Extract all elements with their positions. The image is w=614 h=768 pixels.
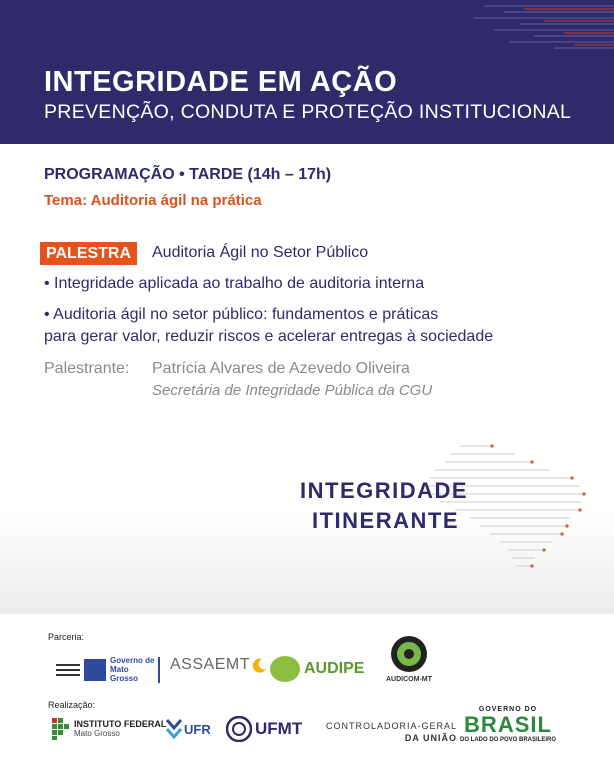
moon-icon	[252, 657, 268, 673]
ufmt-text: UFMT	[255, 719, 303, 738]
header-banner	[0, 0, 614, 144]
organizers-label: Realização:	[48, 700, 96, 710]
gov-brasil-text: BRASIL	[464, 712, 552, 737]
logo-cge-mt	[56, 656, 160, 683]
program-heading: PROGRAMAÇÃO • TARDE (14h – 17h)	[44, 166, 332, 183]
footer	[0, 614, 614, 768]
divider	[158, 657, 160, 683]
cgu-subtext: DA UNIÃO	[404, 733, 458, 743]
brand-line-1: INTEGRIDADE	[300, 478, 469, 503]
audicom-eye-icon	[389, 634, 429, 674]
audipe-text: AUDIPE	[304, 660, 365, 677]
decorative-lines	[464, 0, 614, 80]
cgu-text: CONTROLADORIA-GERAL	[326, 721, 458, 731]
gov-top-text: GOVERNO DO	[478, 706, 538, 713]
assaemt-text: ASSAEMT	[170, 656, 250, 673]
speaker-role: Secretária de Integridade Pública da CGU	[152, 382, 433, 399]
ufr-chevron-icon	[166, 718, 182, 740]
talk-title: Auditoria Ágil no Setor Público	[152, 244, 369, 261]
ifmt-text: INSTITUTO FEDERAL	[74, 719, 167, 729]
logo-ufr	[166, 718, 211, 740]
cge-icon	[56, 658, 80, 682]
logo-audicom	[386, 634, 432, 683]
ufmt-seal-icon	[226, 716, 252, 742]
program-theme: Tema: Auditoria ágil na prática	[44, 192, 262, 209]
speaker-label: Palestrante:	[44, 360, 130, 377]
partners-label: Parceria:	[48, 632, 85, 642]
bullet-continuation: para gerar valor, reduzir riscos e acelerar entregas à sociedade	[44, 328, 494, 345]
brand-line-2: ITINERANTE	[312, 508, 459, 533]
page-subtitle: PREVENÇÃO, CONDUTA E PROTEÇÃO INSTITUCIONAL	[44, 101, 572, 123]
gov-bottom-text: DO LADO DO POVO BRASILEIRO	[459, 737, 556, 743]
logo-assaemt	[170, 656, 268, 674]
audicom-text: AUDICOM-MT	[386, 676, 432, 683]
ifmt-grid-icon	[52, 718, 70, 740]
talk-badge: PALESTRA	[40, 242, 137, 265]
logo-governo-brasil	[458, 706, 558, 743]
speaker-name: Patrícia Alvares de Azevedo Oliveira	[152, 360, 410, 377]
bullet-item: • Integridade aplicada ao trabalho de auditoria interna	[44, 275, 425, 292]
logo-ifmt	[52, 718, 166, 740]
page-title: INTEGRIDADE EM AÇÃO	[44, 66, 398, 98]
logo-ufmt	[226, 716, 302, 742]
logo-audipe	[270, 656, 364, 682]
ufr-text: UFR	[184, 721, 211, 737]
mt-coat-of-arms-icon	[84, 659, 106, 681]
audipe-emblem-icon	[270, 656, 300, 682]
ifmt-subtext: Mato Grosso	[74, 729, 120, 738]
cge-text: Governo de Mato Grosso	[110, 656, 155, 683]
logo-cgu	[326, 720, 457, 744]
bullet-item: • Auditoria ágil no setor público: fundamentos e práticas	[44, 306, 439, 323]
